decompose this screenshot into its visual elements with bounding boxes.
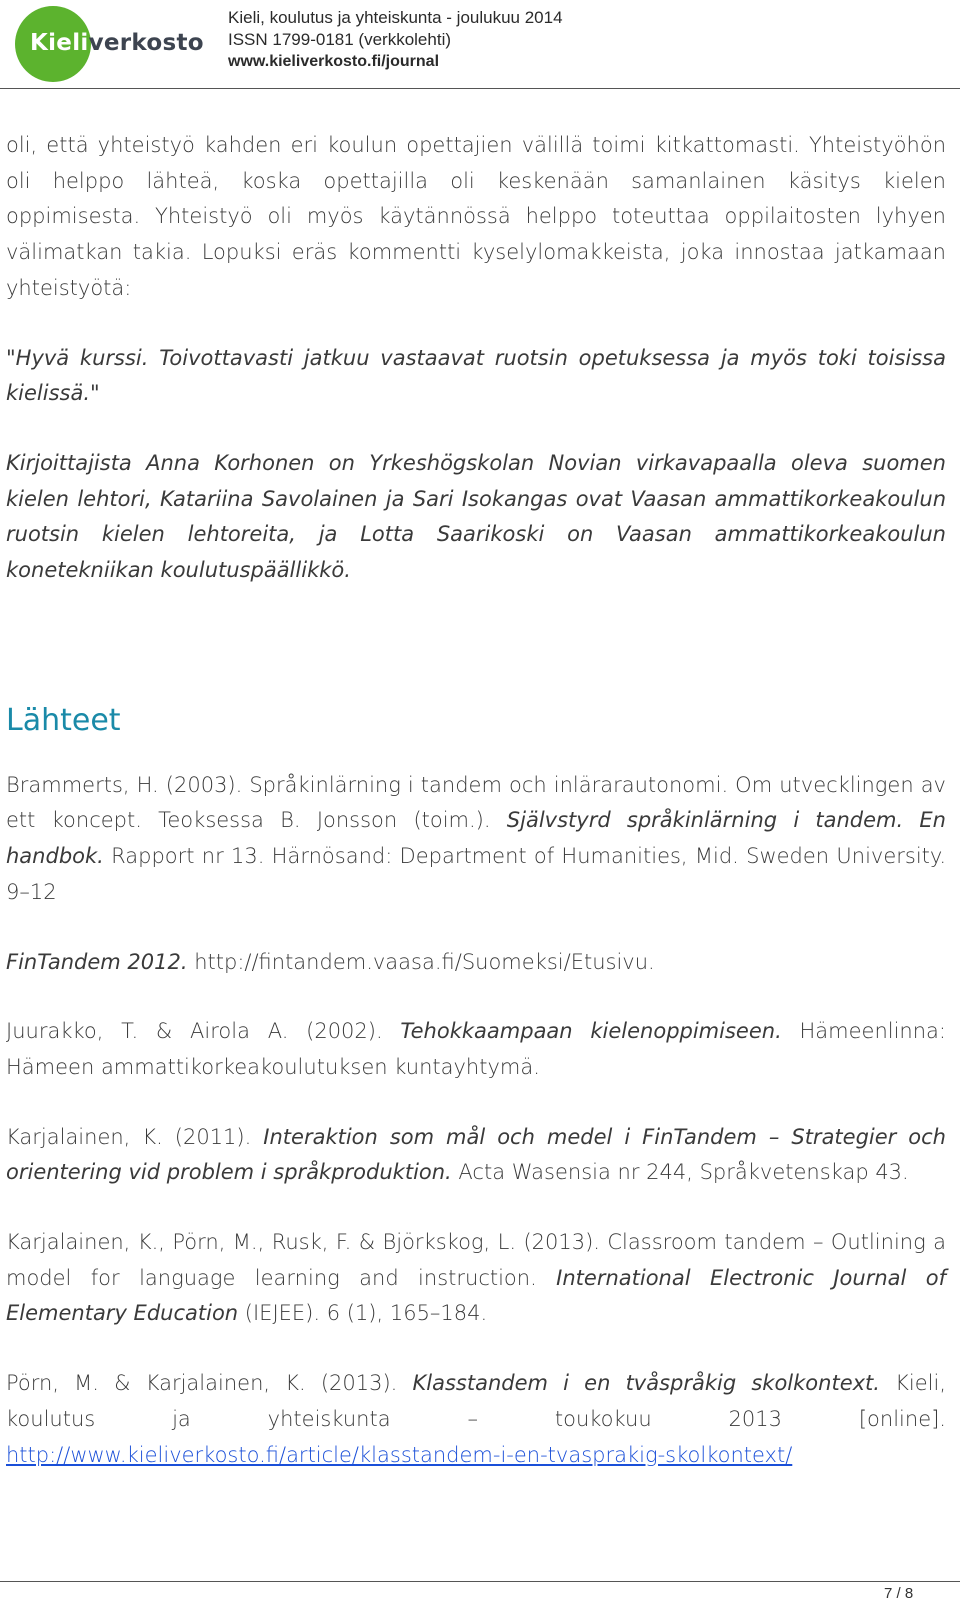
reference-item: Pörn, M. & Karjalainen, K. (2013). Klasstandem i en tvåspråkig skolkontext. Kieli, koulutus ja yhteiskunta – toukokuu 2013 [online]. http://www.kieliverkosto.fi/article/klasstandem-i-en-tvasprakig-skolkontext/: [6, 1371, 947, 1467]
reference-item: Karjalainen, K. (2011). Interaktion som mål och medel i FinTandem – Strategier och orientering vid problem i språkproduktion. Acta Wasensia nr 244, Språkvetenskap 43.: [6, 1124, 946, 1185]
journal-issn: ISSN 1799-0181 (verkkolehti): [228, 30, 452, 49]
quote-paragraph: "Hyvä kurssi. Toivottavasti jatkuu vastaavat ruotsin opetuksessa ja myös toki toisissa kielissä.": [6, 345, 946, 406]
authors-paragraph: Kirjoittajista Anna Korhonen on Yrkeshögskolan Novian virkavapaalla oleva suomen kielen lehtori, Katariina Savolainen ja Sari Isokangas ovat Vaasan ammattikorkeakoulun ruotsin kielen lehtoreita, ja Lotta Saarikoski on Vaasan ammattikorkeakoulun konetekniikan koulutuspäällikkö.: [6, 450, 946, 583]
body-paragraph: oli, että yhteistyö kahden eri koulun opettajien välillä toimi kitkattomasti. Yhteistyöhön oli helppo lähteä, koska opettajilla oli keskenään samanlainen käsitys kielen oppimisesta. Yhteistyö oli myös käytännössä helppo toteuttaa oppilaitosten lyhyen välimatkan takia. Lopuksi eräs kommentti kyselylomakkeista, joka innostaa jatkamaan yhteistyötä:: [6, 133, 946, 300]
reference-item: FinTandem 2012. http://fintandem.vaasa.fi/Suomeksi/Etusivu.: [6, 949, 655, 974]
logo-part1: Kieli: [30, 30, 89, 56]
page-header: [0, 0, 960, 90]
logo-part2: verkosto: [88, 30, 204, 56]
footer-divider: [0, 1581, 960, 1582]
article-content: [6, 128, 946, 1473]
page-number: 7 / 8: [884, 1585, 914, 1602]
references-heading: Lähteet: [6, 702, 121, 738]
reference-item: Karjalainen, K., Pörn, M., Rusk, F. & Björkskog, L. (2013). Classroom tandem – Outlining a model for language learning and instruction. International Electronic Journal of Elementary Education (IEJEE). 6 (1), 165–184.: [6, 1230, 946, 1326]
reference-item: Juurakko, T. & Airola A. (2002). Tehokkaampaan kielenoppimiseen. Hämeenlinna: Hämeen ammattikorkeakoulutuksen kuntayhtymä.: [6, 1019, 946, 1079]
header-divider: [0, 88, 960, 89]
reference-item: Brammerts, H. (2003). Språkinlärning i tandem och inlärarautonomi. Om utvecklingen av ett koncept. Teoksessa B. Jonsson (toim.). Självstyrd språkinlärning i tandem. En handbok. Rapport nr 13. Härnösand: Department of Humanities, Mid. Sweden University. 9–12: [6, 772, 946, 904]
logo-wordmark: [30, 30, 204, 56]
journal-info: [228, 7, 563, 73]
journal-url[interactable]: www.kieliverkosto.fi/journal: [228, 53, 440, 70]
reference-link[interactable]: http://www.kieliverkosto.fi/article/klasstandem-i-en-tvasprakig-skolkontext/: [6, 1442, 793, 1467]
journal-title: Kieli, koulutus ja yhteiskunta - joulukuu 2014: [228, 8, 563, 27]
